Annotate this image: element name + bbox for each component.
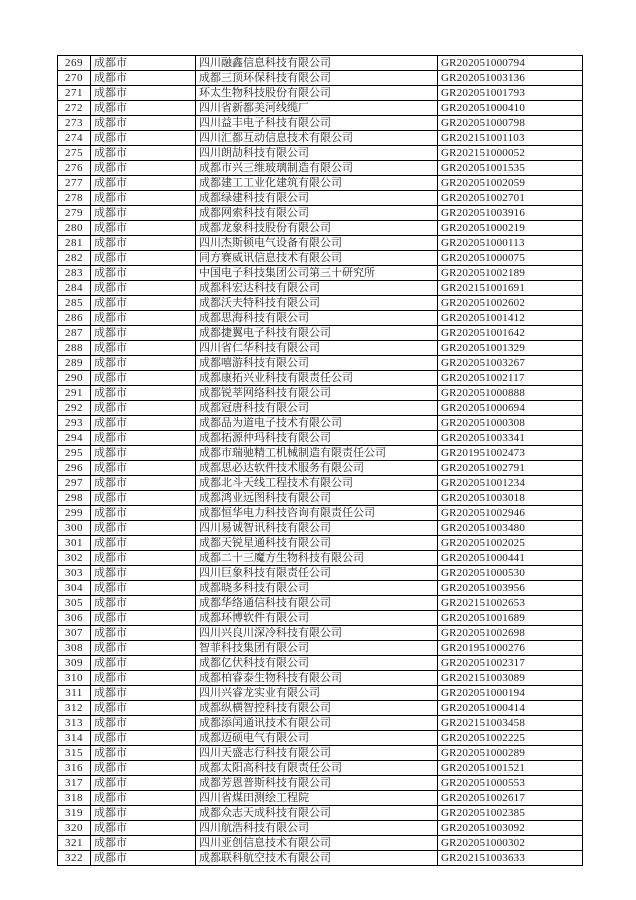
city-cell: 成都市 (91, 341, 196, 356)
table-row (58, 401, 583, 416)
city-cell: 成都市 (91, 506, 196, 521)
company-name-cell: 成都沃夫特科技有限公司 (196, 296, 438, 311)
table-row (58, 296, 583, 311)
company-name-cell: 成都恒华电力科技咨询有限责任公司 (196, 506, 438, 521)
city-cell: 成都市 (91, 296, 196, 311)
registration-code-cell: GR202151001103 (438, 131, 583, 146)
city-cell: 成都市 (91, 656, 196, 671)
row-number-cell: 280 (58, 221, 91, 236)
registration-code-cell: GR202051003916 (438, 206, 583, 221)
company-name-cell: 四川省仁华科技有限公司 (196, 341, 438, 356)
table-row (58, 566, 583, 581)
row-number-cell: 320 (58, 821, 91, 836)
row-number-cell: 311 (58, 686, 91, 701)
table-row (58, 551, 583, 566)
company-name-cell: 成都柏睿泰生物科技有限公司 (196, 671, 438, 686)
company-name-cell: 成都建工工业化建筑有限公司 (196, 176, 438, 191)
row-number-cell: 273 (58, 116, 91, 131)
registration-code-cell: GR202051003267 (438, 356, 583, 371)
table-row (58, 371, 583, 386)
company-table (57, 55, 583, 866)
row-number-cell: 297 (58, 476, 91, 491)
registration-code-cell: GR202051000414 (438, 701, 583, 716)
table-row (58, 386, 583, 401)
table-row (58, 416, 583, 431)
table-row (58, 701, 583, 716)
row-number-cell: 314 (58, 731, 91, 746)
city-cell: 成都市 (91, 791, 196, 806)
table-row (58, 536, 583, 551)
registration-code-cell: GR202051000219 (438, 221, 583, 236)
registration-code-cell: GR202051003956 (438, 581, 583, 596)
company-name-cell: 成都添闰通讯技术有限公司 (196, 716, 438, 731)
city-cell: 成都市 (91, 161, 196, 176)
row-number-cell: 316 (58, 761, 91, 776)
table-row (58, 101, 583, 116)
table-row (58, 806, 583, 821)
city-cell: 成都市 (91, 221, 196, 236)
row-number-cell: 313 (58, 716, 91, 731)
row-number-cell: 276 (58, 161, 91, 176)
row-number-cell: 270 (58, 71, 91, 86)
table-row (58, 116, 583, 131)
city-cell: 成都市 (91, 596, 196, 611)
row-number-cell: 312 (58, 701, 91, 716)
company-name-cell: 成都嘻游科技有限公司 (196, 356, 438, 371)
registration-code-cell: GR202051000302 (438, 836, 583, 851)
company-name-cell: 四川汇都互动信息技术有限公司 (196, 131, 438, 146)
table-body (58, 56, 583, 866)
registration-code-cell: GR202051002698 (438, 626, 583, 641)
city-cell: 成都市 (91, 56, 196, 71)
company-name-cell: 成都晓多科技有限公司 (196, 581, 438, 596)
city-cell: 成都市 (91, 431, 196, 446)
city-cell: 成都市 (91, 461, 196, 476)
city-cell: 成都市 (91, 311, 196, 326)
company-name-cell: 成都鸿业远图科技有限公司 (196, 491, 438, 506)
row-number-cell: 287 (58, 326, 91, 341)
table-row (58, 56, 583, 71)
table-row (58, 641, 583, 656)
row-number-cell: 302 (58, 551, 91, 566)
row-number-cell: 279 (58, 206, 91, 221)
registration-code-cell: GR202051001521 (438, 761, 583, 776)
row-number-cell: 290 (58, 371, 91, 386)
registration-code-cell: GR201951000276 (438, 641, 583, 656)
registration-code-cell: GR202051001793 (438, 86, 583, 101)
row-number-cell: 283 (58, 266, 91, 281)
table-row (58, 206, 583, 221)
table-row (58, 161, 583, 176)
row-number-cell: 284 (58, 281, 91, 296)
row-number-cell: 285 (58, 296, 91, 311)
registration-code-cell: GR202151003458 (438, 716, 583, 731)
city-cell: 成都市 (91, 746, 196, 761)
row-number-cell: 294 (58, 431, 91, 446)
row-number-cell: 308 (58, 641, 91, 656)
city-cell: 成都市 (91, 671, 196, 686)
registration-code-cell: GR202051002385 (438, 806, 583, 821)
company-name-cell: 成都冠唐科技有限公司 (196, 401, 438, 416)
registration-code-cell: GR202051001329 (438, 341, 583, 356)
table-row (58, 596, 583, 611)
registration-code-cell: GR202051001642 (438, 326, 583, 341)
city-cell: 成都市 (91, 476, 196, 491)
registration-code-cell: GR202051002189 (438, 266, 583, 281)
registration-code-cell: GR202151000052 (438, 146, 583, 161)
table-row (58, 581, 583, 596)
row-number-cell: 282 (58, 251, 91, 266)
company-name-cell: 成都网索科技有限公司 (196, 206, 438, 221)
company-name-cell: 成都拓源仲玛科技有限公司 (196, 431, 438, 446)
city-cell: 成都市 (91, 536, 196, 551)
city-cell: 成都市 (91, 386, 196, 401)
table-row (58, 491, 583, 506)
city-cell: 成都市 (91, 326, 196, 341)
row-number-cell: 305 (58, 596, 91, 611)
company-name-cell: 成都绿建科技有限公司 (196, 191, 438, 206)
table-row (58, 311, 583, 326)
city-cell: 成都市 (91, 371, 196, 386)
table-row (58, 86, 583, 101)
table-row (58, 836, 583, 851)
row-number-cell: 319 (58, 806, 91, 821)
table-row (58, 461, 583, 476)
registration-code-cell: GR202051000794 (438, 56, 583, 71)
row-number-cell: 295 (58, 446, 91, 461)
table-row (58, 356, 583, 371)
table-row (58, 746, 583, 761)
registration-code-cell: GR202051000308 (438, 416, 583, 431)
company-name-cell: 成都亿伏科技有限公司 (196, 656, 438, 671)
registration-code-cell: GR202051003092 (438, 821, 583, 836)
row-number-cell: 303 (58, 566, 91, 581)
row-number-cell: 292 (58, 401, 91, 416)
company-name-cell: 成都市兴三维玻璃制造有限公司 (196, 161, 438, 176)
registration-code-cell: GR202051000553 (438, 776, 583, 791)
table-row (58, 251, 583, 266)
city-cell: 成都市 (91, 116, 196, 131)
company-name-cell: 成都联科航空技术有限公司 (196, 851, 438, 866)
table-row (58, 476, 583, 491)
table-row (58, 446, 583, 461)
registration-code-cell: GR202051000694 (438, 401, 583, 416)
company-name-cell: 成都品为道电子技术有限公司 (196, 416, 438, 431)
row-number-cell: 281 (58, 236, 91, 251)
city-cell: 成都市 (91, 236, 196, 251)
city-cell: 成都市 (91, 206, 196, 221)
company-name-cell: 四川朗劼科技有限公司 (196, 146, 438, 161)
city-cell: 成都市 (91, 851, 196, 866)
registration-code-cell: GR202051003018 (438, 491, 583, 506)
company-name-cell: 成都环博软件有限公司 (196, 611, 438, 626)
company-name-cell: 成都捷翼电子科技有限公司 (196, 326, 438, 341)
registration-code-cell: GR202051002225 (438, 731, 583, 746)
company-name-cell: 四川兴睿龙实业有限公司 (196, 686, 438, 701)
registration-code-cell: GR202051002317 (438, 656, 583, 671)
table-row (58, 611, 583, 626)
company-name-cell: 四川融鑫信息科技有限公司 (196, 56, 438, 71)
table-row (58, 131, 583, 146)
city-cell: 成都市 (91, 806, 196, 821)
row-number-cell: 274 (58, 131, 91, 146)
city-cell: 成都市 (91, 521, 196, 536)
city-cell: 成都市 (91, 686, 196, 701)
table-row (58, 176, 583, 191)
city-cell: 成都市 (91, 566, 196, 581)
company-name-cell: 成都天锐星通科技有限公司 (196, 536, 438, 551)
company-name-cell: 成都三顶环保科技有限公司 (196, 71, 438, 86)
table-row (58, 71, 583, 86)
table-row (58, 326, 583, 341)
city-cell: 成都市 (91, 401, 196, 416)
registration-code-cell: GR202151001691 (438, 281, 583, 296)
row-number-cell: 298 (58, 491, 91, 506)
company-name-cell: 成都科宏达科技有限公司 (196, 281, 438, 296)
row-number-cell: 291 (58, 386, 91, 401)
company-name-cell: 成都思必达软件技术服务有限公司 (196, 461, 438, 476)
city-cell: 成都市 (91, 146, 196, 161)
row-number-cell: 275 (58, 146, 91, 161)
city-cell: 成都市 (91, 281, 196, 296)
city-cell: 成都市 (91, 761, 196, 776)
city-cell: 成都市 (91, 701, 196, 716)
registration-code-cell: GR202051003480 (438, 521, 583, 536)
row-number-cell: 278 (58, 191, 91, 206)
row-number-cell: 271 (58, 86, 91, 101)
registration-code-cell: GR202051000530 (438, 566, 583, 581)
registration-code-cell: GR202051002617 (438, 791, 583, 806)
registration-code-cell: GR202151003633 (438, 851, 583, 866)
company-name-cell: 成都市瑞驰精工机械制造有限责任公司 (196, 446, 438, 461)
registration-code-cell: GR202051000075 (438, 251, 583, 266)
row-number-cell: 296 (58, 461, 91, 476)
table-row (58, 686, 583, 701)
row-number-cell: 315 (58, 746, 91, 761)
company-name-cell: 智菲科技集团有限公司 (196, 641, 438, 656)
company-name-cell: 成都锐莘网络科技有限公司 (196, 386, 438, 401)
table-row (58, 716, 583, 731)
company-name-cell: 成都二十三魔方生物科技有限公司 (196, 551, 438, 566)
row-number-cell: 322 (58, 851, 91, 866)
table-row (58, 191, 583, 206)
company-name-cell: 成都北斗天线工程技术有限公司 (196, 476, 438, 491)
registration-code-cell: GR202051001689 (438, 611, 583, 626)
city-cell: 成都市 (91, 716, 196, 731)
city-cell: 成都市 (91, 251, 196, 266)
city-cell: 成都市 (91, 101, 196, 116)
registration-code-cell: GR202051000194 (438, 686, 583, 701)
row-number-cell: 272 (58, 101, 91, 116)
table-row (58, 791, 583, 806)
registration-code-cell: GR202051000441 (438, 551, 583, 566)
table-row (58, 221, 583, 236)
row-number-cell: 317 (58, 776, 91, 791)
city-cell: 成都市 (91, 266, 196, 281)
table-row (58, 626, 583, 641)
registration-code-cell: GR202051000289 (438, 746, 583, 761)
registration-code-cell: GR202051000798 (438, 116, 583, 131)
registration-code-cell: GR202051001535 (438, 161, 583, 176)
city-cell: 成都市 (91, 731, 196, 746)
company-name-cell: 四川巨象科技有限责任公司 (196, 566, 438, 581)
company-name-cell: 成都康拓兴业科技有限责任公司 (196, 371, 438, 386)
company-name-cell: 成都思海科技有限公司 (196, 311, 438, 326)
row-number-cell: 321 (58, 836, 91, 851)
row-number-cell: 288 (58, 341, 91, 356)
table-row (58, 776, 583, 791)
registration-code-cell: GR202051003136 (438, 71, 583, 86)
registration-code-cell: GR202051002117 (438, 371, 583, 386)
table-row (58, 821, 583, 836)
row-number-cell: 277 (58, 176, 91, 191)
company-name-cell: 中国电子科技集团公司第三十研究所 (196, 266, 438, 281)
row-number-cell: 306 (58, 611, 91, 626)
table-row (58, 506, 583, 521)
registration-code-cell: GR202151003089 (438, 671, 583, 686)
row-number-cell: 299 (58, 506, 91, 521)
registration-code-cell: GR202051000410 (438, 101, 583, 116)
row-number-cell: 293 (58, 416, 91, 431)
company-name-cell: 环太生物科技股份有限公司 (196, 86, 438, 101)
city-cell: 成都市 (91, 821, 196, 836)
city-cell: 成都市 (91, 836, 196, 851)
row-number-cell: 310 (58, 671, 91, 686)
company-name-cell: 四川航浩科技有限公司 (196, 821, 438, 836)
registration-code-cell: GR202051002025 (438, 536, 583, 551)
row-number-cell: 304 (58, 581, 91, 596)
registration-code-cell: GR202051001412 (438, 311, 583, 326)
company-name-cell: 四川省煤田测绘工程院 (196, 791, 438, 806)
company-name-cell: 成都众志天成科技有限公司 (196, 806, 438, 821)
company-name-cell: 四川易诚智讯科技有限公司 (196, 521, 438, 536)
row-number-cell: 307 (58, 626, 91, 641)
table-row (58, 731, 583, 746)
company-name-cell: 成都太阳高科技有限责任公司 (196, 761, 438, 776)
registration-code-cell: GR202051002701 (438, 191, 583, 206)
table-row (58, 266, 583, 281)
city-cell: 成都市 (91, 71, 196, 86)
city-cell: 成都市 (91, 446, 196, 461)
table-row (58, 341, 583, 356)
city-cell: 成都市 (91, 356, 196, 371)
city-cell: 成都市 (91, 551, 196, 566)
company-name-cell: 四川兴良川深冷科技有限公司 (196, 626, 438, 641)
company-name-cell: 成都迈硕电气有限公司 (196, 731, 438, 746)
city-cell: 成都市 (91, 626, 196, 641)
table-row (58, 236, 583, 251)
city-cell: 成都市 (91, 176, 196, 191)
registration-code-cell: GR202151002653 (438, 596, 583, 611)
company-name-cell: 成都龙象科技股份有限公司 (196, 221, 438, 236)
city-cell: 成都市 (91, 641, 196, 656)
registration-code-cell: GR201951002473 (438, 446, 583, 461)
company-name-cell: 四川益丰电子科技有限公司 (196, 116, 438, 131)
table-row (58, 671, 583, 686)
company-name-cell: 四川亚创信息技术有限公司 (196, 836, 438, 851)
table-row (58, 761, 583, 776)
table-row (58, 431, 583, 446)
table-row (58, 146, 583, 161)
registration-code-cell: GR202051002059 (438, 176, 583, 191)
row-number-cell: 301 (58, 536, 91, 551)
row-number-cell: 289 (58, 356, 91, 371)
city-cell: 成都市 (91, 581, 196, 596)
company-name-cell: 四川省新都美河线缆厂 (196, 101, 438, 116)
city-cell: 成都市 (91, 131, 196, 146)
row-number-cell: 318 (58, 791, 91, 806)
company-name-cell: 同方赛威讯信息技术有限公司 (196, 251, 438, 266)
city-cell: 成都市 (91, 776, 196, 791)
registration-code-cell: GR202051000888 (438, 386, 583, 401)
registration-code-cell: GR202051002602 (438, 296, 583, 311)
city-cell: 成都市 (91, 191, 196, 206)
registration-code-cell: GR202051003341 (438, 431, 583, 446)
company-name-cell: 成都纵横智控科技有限公司 (196, 701, 438, 716)
city-cell: 成都市 (91, 611, 196, 626)
table-row (58, 281, 583, 296)
registration-code-cell: GR202051001234 (438, 476, 583, 491)
company-name-cell: 四川杰斯顿电气设备有限公司 (196, 236, 438, 251)
table-row (58, 851, 583, 866)
city-cell: 成都市 (91, 416, 196, 431)
table-row (58, 521, 583, 536)
row-number-cell: 309 (58, 656, 91, 671)
registration-code-cell: GR202051000113 (438, 236, 583, 251)
registration-code-cell: GR202051002946 (438, 506, 583, 521)
company-name-cell: 成都华络通信科技有限公司 (196, 596, 438, 611)
company-name-cell: 成都芳恩普斯科技有限公司 (196, 776, 438, 791)
city-cell: 成都市 (91, 86, 196, 101)
table-row (58, 656, 583, 671)
row-number-cell: 286 (58, 311, 91, 326)
company-name-cell: 四川天盛志行科技有限公司 (196, 746, 438, 761)
row-number-cell: 269 (58, 56, 91, 71)
row-number-cell: 300 (58, 521, 91, 536)
registration-code-cell: GR202051002791 (438, 461, 583, 476)
city-cell: 成都市 (91, 491, 196, 506)
